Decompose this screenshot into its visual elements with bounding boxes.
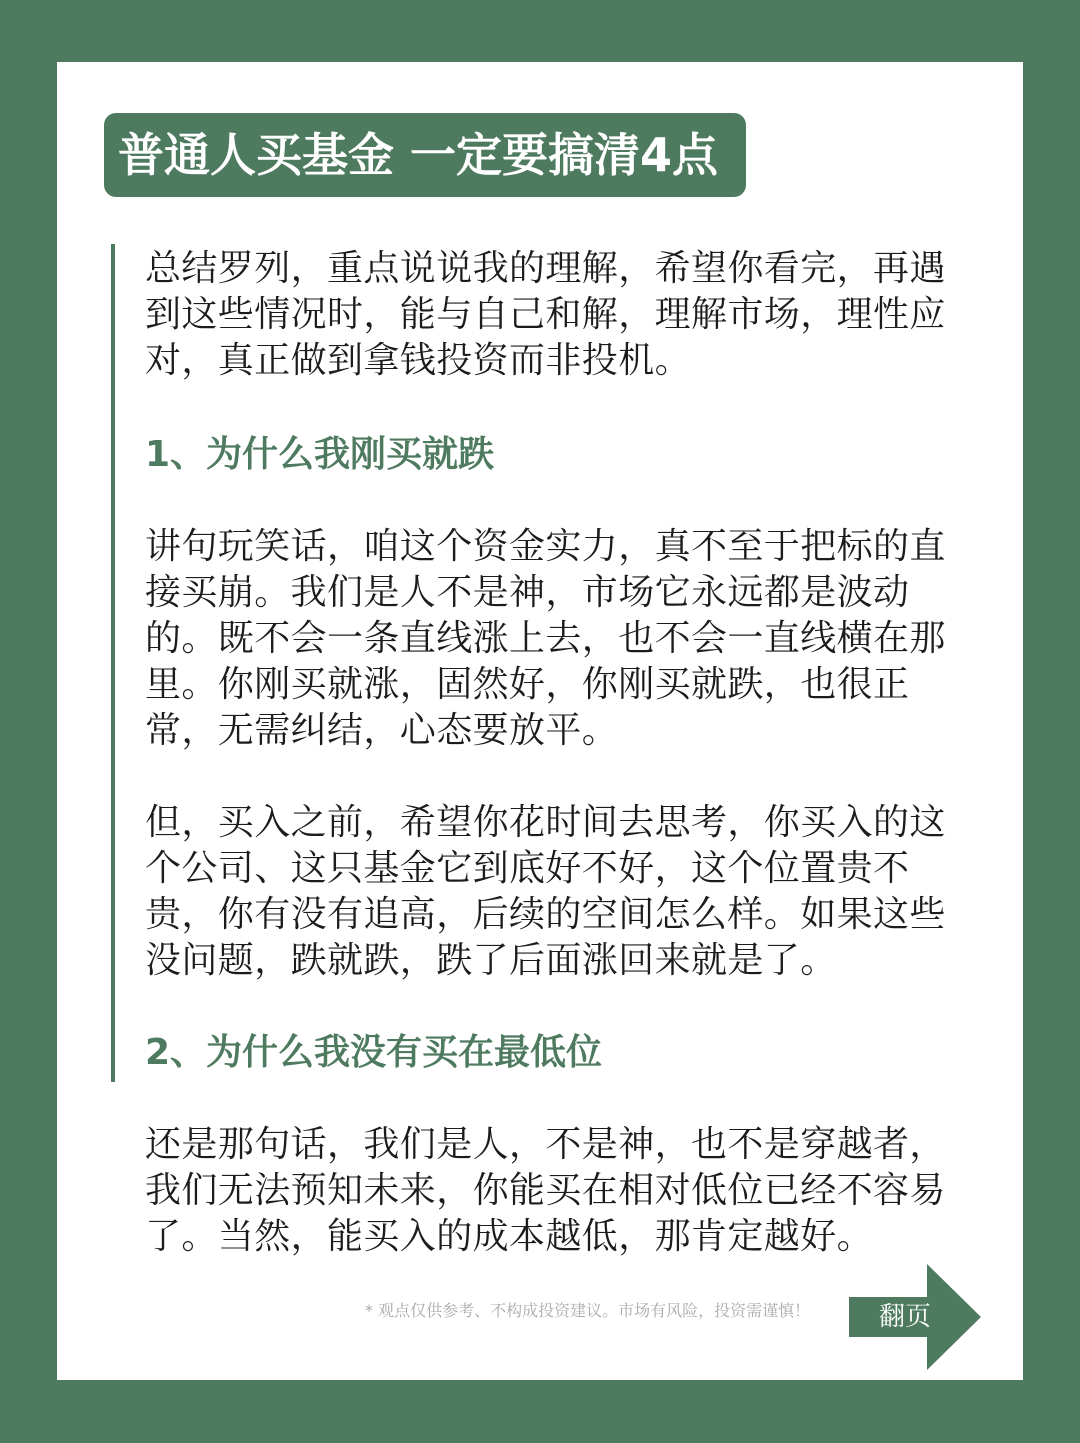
next-page-button[interactable] [849,1264,983,1370]
content-card [57,62,1023,1380]
section-1-paragraph-1: 讲句玩笑话，咱这个资金实力，真不至于把标的直接买崩。我们是人不是神，市场它永远都是波动的。既不会一条直线涨上去，也不会一直线横在那里。你刚买就涨，固然好，你刚买就跌，也很正常，无需纠结，心态要放平。 [145,526,946,751]
article-body [145,246,975,1260]
intro-paragraph: 总结罗列，重点说说我的理解，希望你看完，再遇到这些情况时，能与自己和解，理解市场，理性应对，真正做到拿钱投资而非投机。 [145,248,946,381]
disclaimer-text: * 观点仅供参考、不构成投资建议。市场有风险，投资需谨慎！ [365,1301,811,1320]
next-page-label: 翻页 [878,1302,931,1332]
page-title: 普通人买基金 一定要搞清4点 [104,113,746,197]
accent-rule [111,244,115,1082]
section-heading-1: 1、为什么我刚买就跌 [145,434,495,475]
section-1-paragraph-2: 但，买入之前，希望你花时间去思考，你买入的这个公司、这只基金它到底好不好，这个位置贵不贵，你有没有追高，后续的空间怎么样。如果这些没问题，跌就跌，跌了后面涨回来就是了。 [145,802,946,981]
section-heading-2: 2、为什么我没有买在最低位 [145,1032,603,1073]
section-2-paragraph-1: 还是那句话，我们是人，不是神，也不是穿越者，我们无法预知未来，你能买在相对低位已经不容易了。当然，能买入的成本越低，那肯定越好。 [145,1124,946,1257]
